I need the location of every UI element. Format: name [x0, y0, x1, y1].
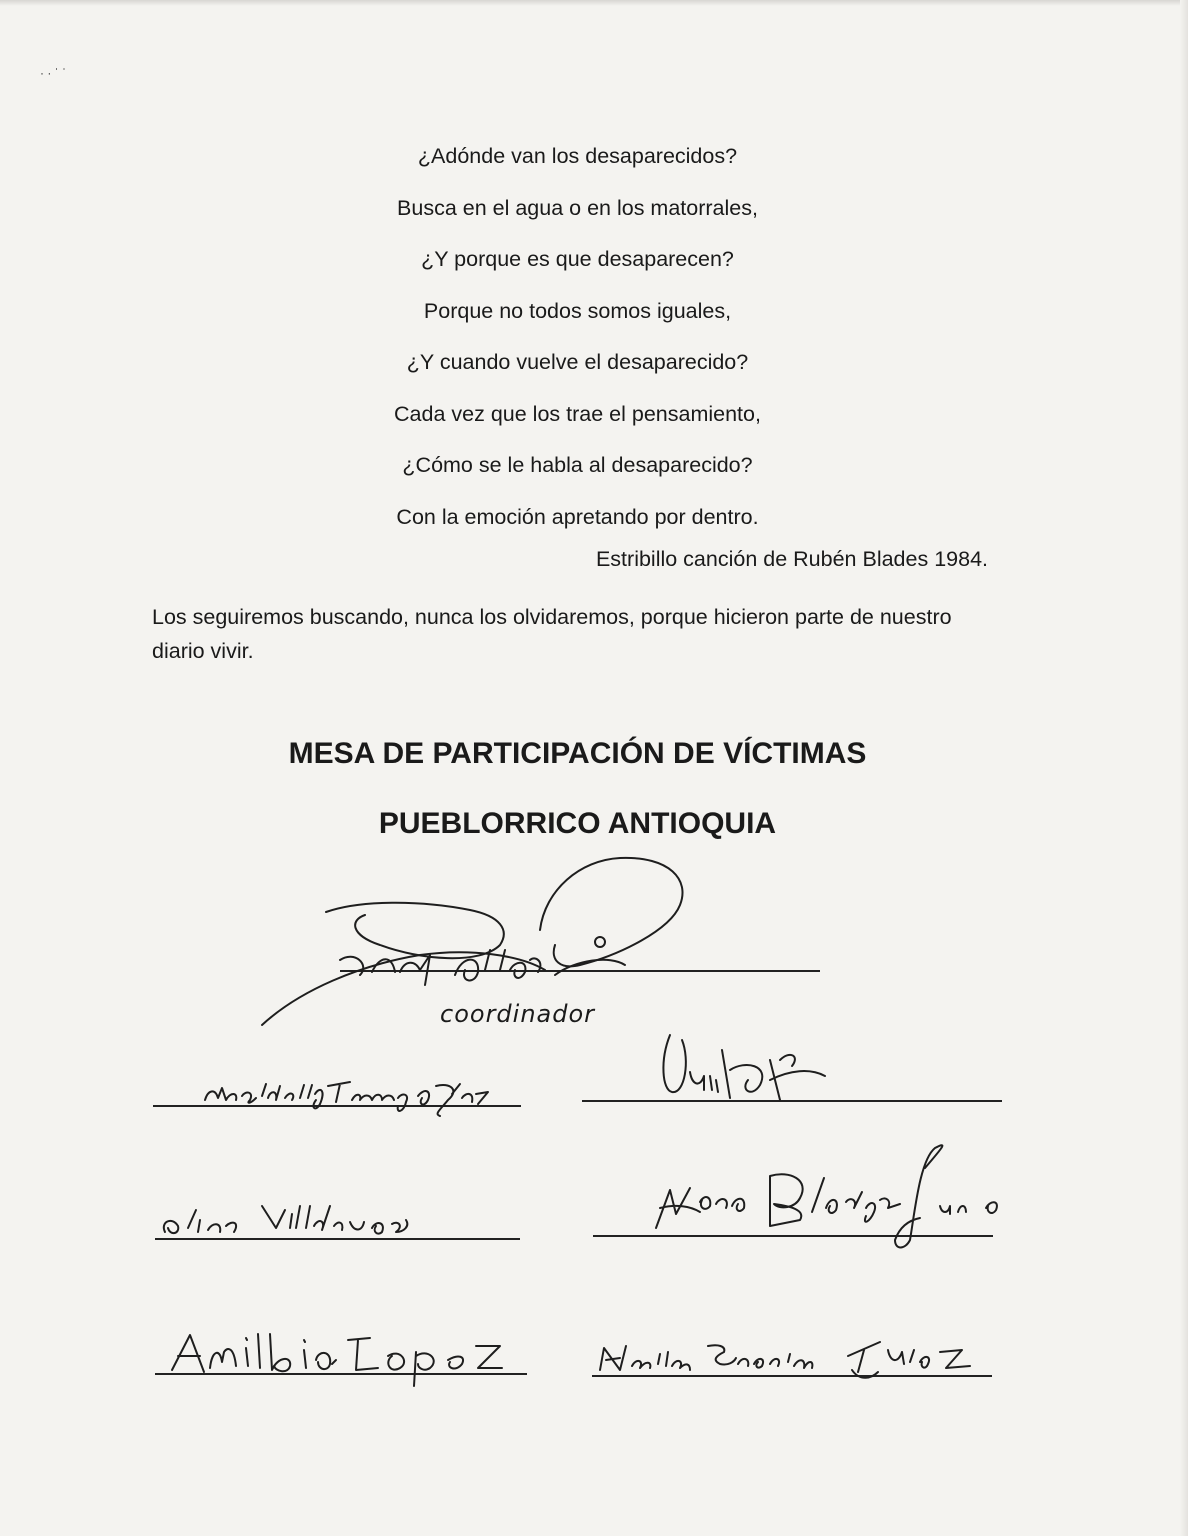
- signature-4: [164, 1206, 407, 1234]
- signature-2: [205, 1082, 488, 1116]
- closing-paragraph: Los seguiremos buscando, nunca los olvidaremos, porque hicieron parte de nuestro diario vivir.: [152, 605, 952, 663]
- poem-line: ¿Y porque es que desaparecen?: [421, 247, 734, 271]
- signature-coordinator: [262, 858, 683, 1025]
- organization-location: PUEBLORRICO ANTIOQUIA: [378, 807, 777, 840]
- signature-7: [600, 1342, 970, 1378]
- signature-3: [663, 1035, 825, 1100]
- poem-line: Porque no todos somos iguales,: [423, 298, 732, 323]
- organization-title: MESA DE PARTICIPACIÓN DE VÍCTIMAS: [288, 737, 867, 770]
- poem-line: ¿Y cuando vuelve el desaparecido?: [406, 350, 749, 374]
- signature-5: [656, 1145, 997, 1247]
- poem-line: ¿Cómo se le habla al desaparecido?: [402, 453, 753, 477]
- poem-line: Con la emoción apretando por dentro.: [396, 504, 759, 529]
- poem-line: Busca en el agua o en los matorrales,: [397, 195, 758, 220]
- signature-6: [172, 1334, 502, 1386]
- coordinator-role-label: coordinador: [440, 1000, 596, 1028]
- song-attribution: Estribillo canción de Rubén Blades 1984.: [595, 547, 988, 571]
- scan-speck: · · ˈ ˈ: [40, 66, 66, 80]
- poem-line: ¿Adónde van los desaparecidos?: [417, 144, 738, 168]
- poem-line: Cada vez que los trae el pensamiento,: [394, 401, 761, 426]
